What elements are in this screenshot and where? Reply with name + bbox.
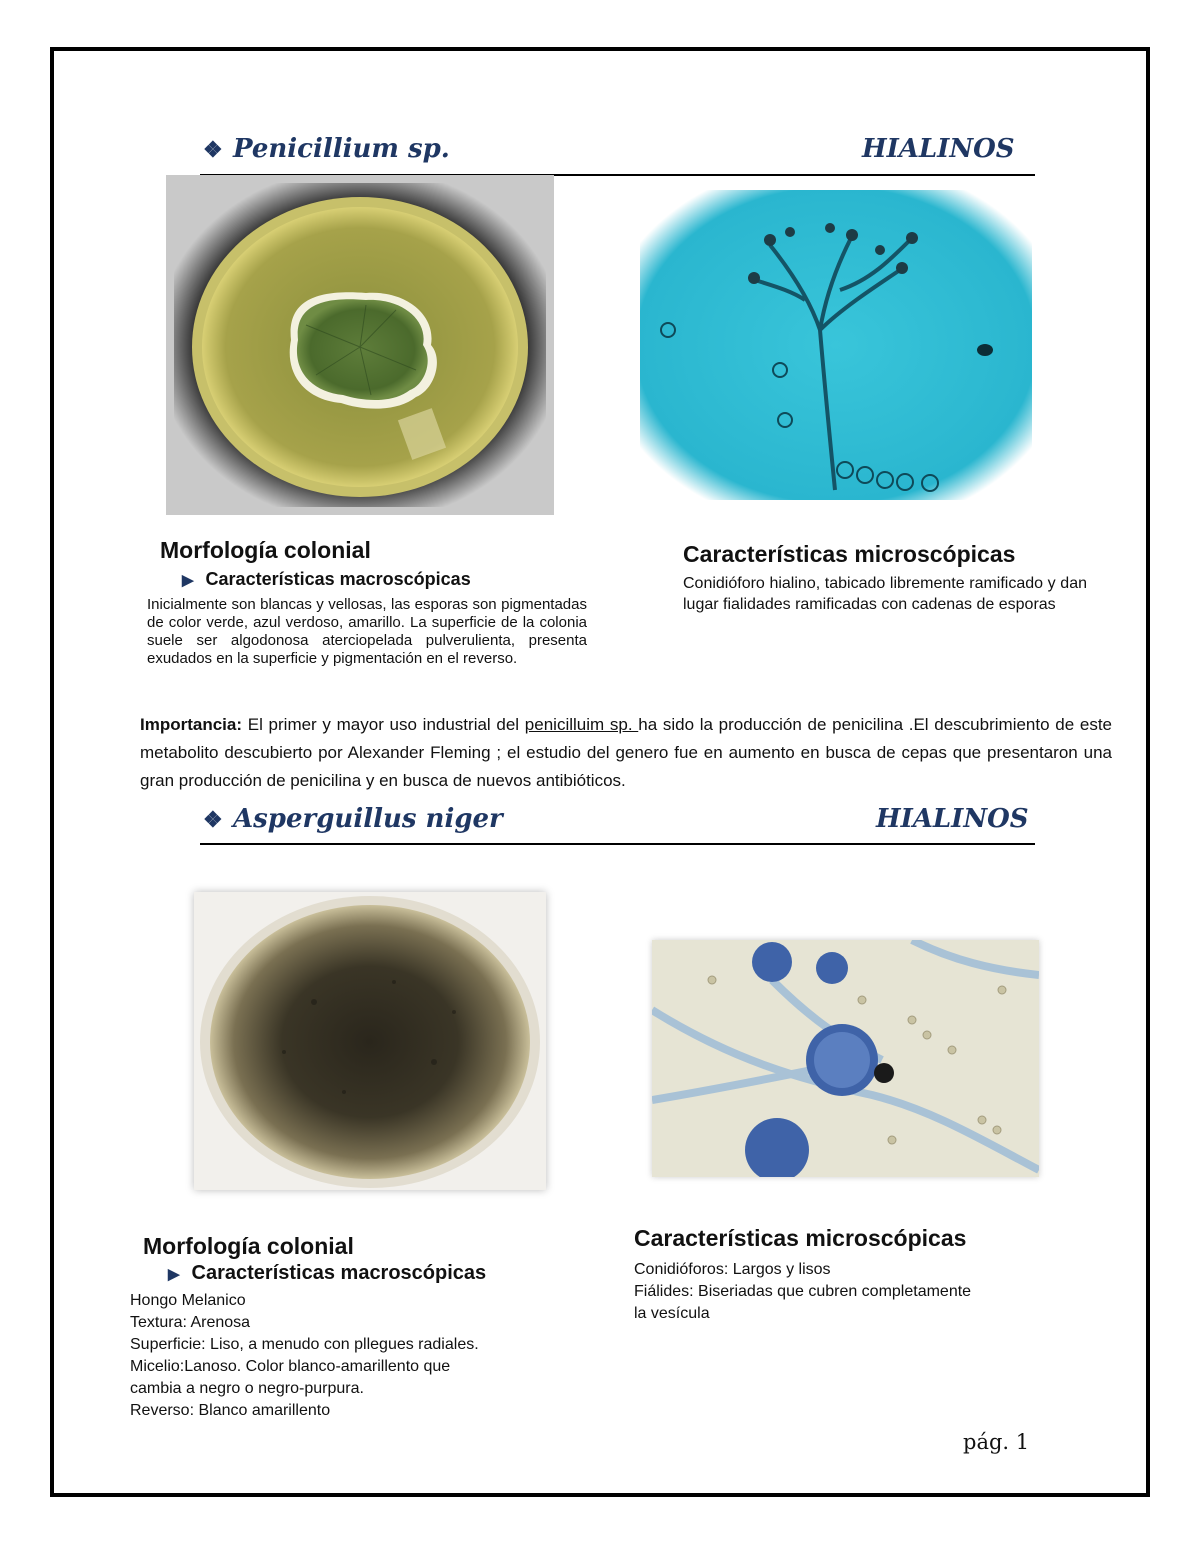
group-label: HIALINOS — [876, 804, 1029, 834]
importance-underlined: penicilluim sp. — [524, 715, 639, 734]
macro-line: Textura: Arenosa — [130, 1314, 251, 1331]
importance-label: Importancia: — [140, 715, 243, 734]
micro-title: Características microscópicas — [683, 541, 1016, 567]
micro-line: Conidióforos: Largos y lisos — [634, 1261, 831, 1278]
macro-subtitle — [182, 569, 471, 590]
penicillium-microscopy-image — [640, 190, 1032, 500]
importance-text-a: El primer y mayor uso industrial del — [242, 715, 525, 734]
section-heading — [203, 804, 503, 834]
page-number: pág. 1 — [963, 1430, 1030, 1454]
section-heading — [203, 134, 450, 164]
importance-text-b: ha sido la producción de penicilina .El descubrimiento de este metabolito descubierto por Alexander Fleming ; el estudio del genero fue en aumento en busca de cepas que presentaron una gran producción de penicilina y en busca de nuevos antibióticos. — [140, 715, 1113, 790]
macro-subtitle-text: Características macroscópicas — [205, 569, 471, 589]
micro-title: Características microscópicas — [634, 1225, 967, 1251]
diamond-bullet-icon: ❖ — [203, 807, 223, 833]
macro-subtitle-text: Características macroscópicas — [191, 1262, 487, 1284]
micro-list — [634, 1259, 971, 1325]
macro-line: cambia a negro o negro-purpura. — [130, 1380, 364, 1397]
macro-line: Micelio:Lanoso. Color blanco-amarillento que — [130, 1358, 451, 1375]
micro-description: Conidióforo hialino, tabicado libremente ramificado y dan lugar fialidades ramificadas con cadenas de esporas — [683, 575, 1087, 613]
macro-line: Reverso: Blanco amarillento — [130, 1402, 331, 1419]
importance-paragraph — [140, 711, 1112, 795]
macro-line: Hongo Melanico — [130, 1292, 246, 1309]
macro-description: Inicialmente son blancas y vellosas, las esporas son pigmentadas de color verde, azul verdoso, amarillo. La superficie de la colonia suele ser algodonosa aterciopelada pulverulienta, presenta exudados en la superficie y pigmentación en el reverso. — [147, 596, 587, 667]
heading-rule — [200, 843, 1035, 845]
group-label: HIALINOS — [862, 134, 1015, 164]
genus-name: Penicillium sp. — [233, 134, 450, 164]
genus-name: Asperguillus niger — [233, 804, 503, 834]
macro-line: Superficie: Liso, a menudo con pllegues radiales. — [130, 1336, 479, 1353]
triangle-bullet-icon: ▶ — [168, 1266, 180, 1283]
macro-list — [130, 1290, 479, 1422]
macro-subtitle — [168, 1262, 486, 1285]
aspergillus-microscopy-image — [652, 940, 1039, 1177]
macro-title: Morfología colonial — [160, 537, 371, 563]
macro-title: Morfología colonial — [143, 1233, 354, 1259]
penicillium-colony-image — [166, 175, 554, 515]
aspergillus-colony-image — [194, 892, 546, 1190]
diamond-bullet-icon: ❖ — [203, 137, 223, 163]
micro-line: Fiálides: Biseriadas que cubren completamente — [634, 1283, 972, 1300]
triangle-bullet-icon: ▶ — [182, 572, 194, 589]
micro-line: la vesícula — [634, 1305, 710, 1322]
